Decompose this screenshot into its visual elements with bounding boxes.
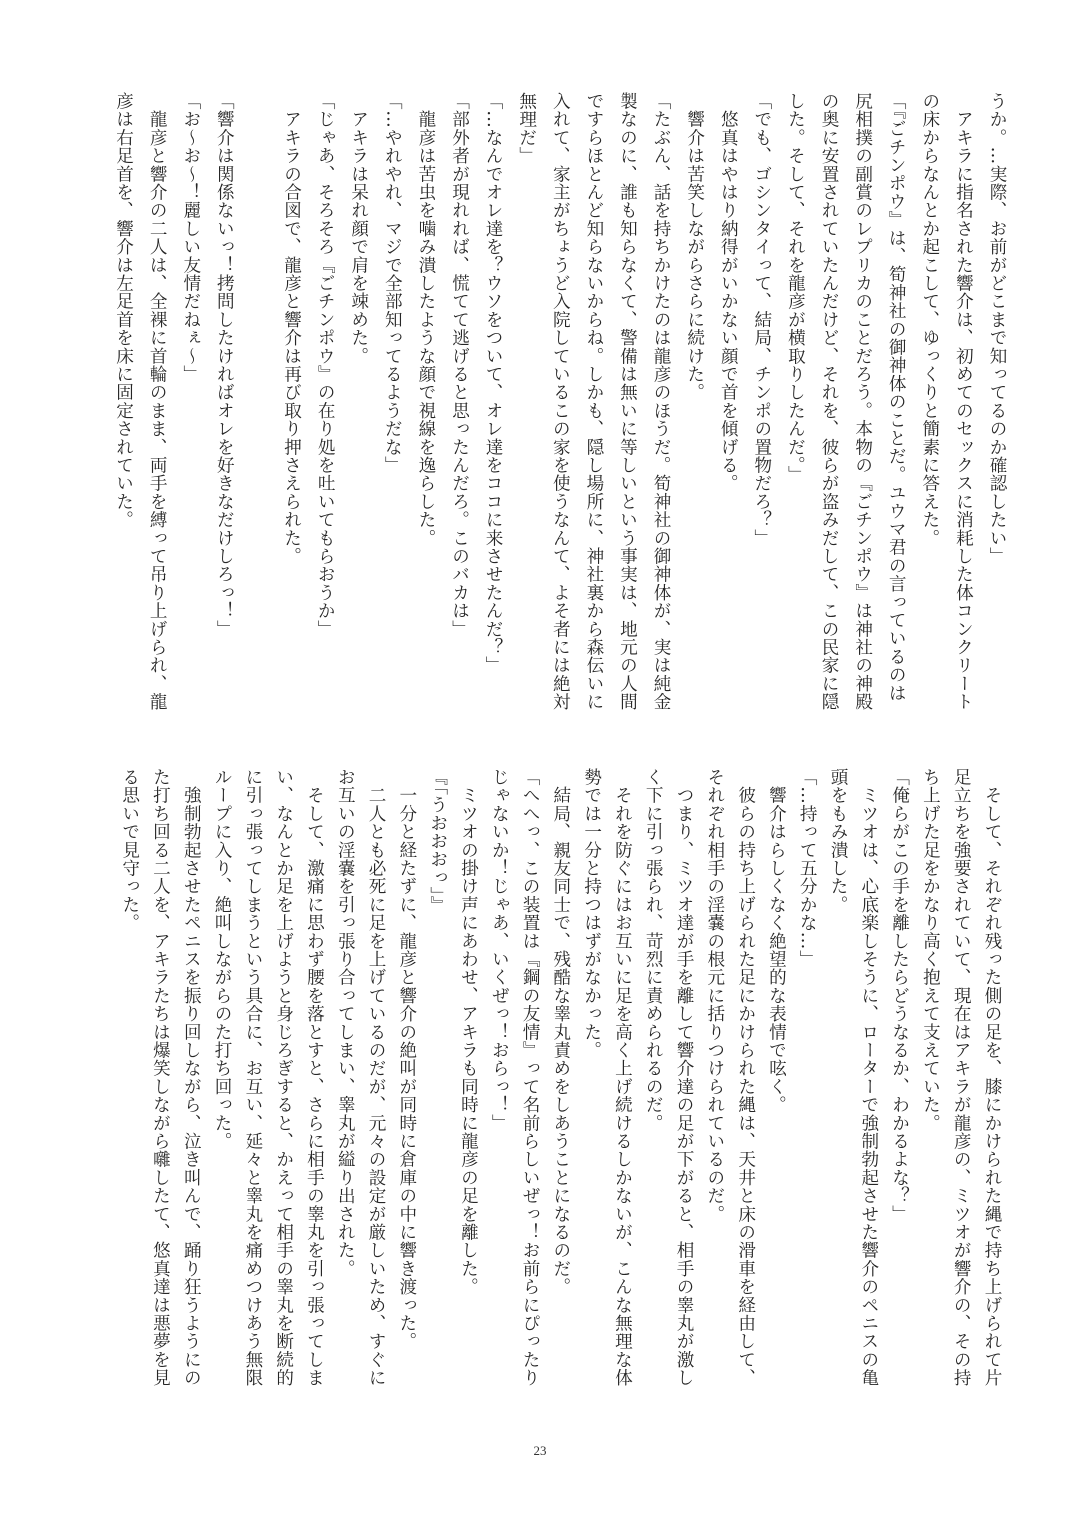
text-column: 悠真はやはり納得がいかない顔で首を傾げる。 xyxy=(718,92,739,493)
text-column: に引っ張ってしまうという具合に、お互い、延々と睾丸を痛めつけあう無限 xyxy=(242,768,263,1387)
text-column: そして、それぞれ残った側の足を、膝にかけられた縄で持ち上げられて片 xyxy=(982,768,1002,1387)
text-column: 「じゃあ、そろそろ『ごチンポウ』の在り処を吐いてもらおうか」 xyxy=(315,92,336,638)
text-column: つまり、ミツオ達が手を離して響介達の足が下がると、相手の睾丸が激し xyxy=(674,768,695,1387)
text-column: 龍彦は苦虫を噛み潰したような顔で視線を逸らした。 xyxy=(415,92,436,547)
text-column: 強制勃起させたペニスを振り回しながら、泣き叫んで、踊り狂うようにの xyxy=(181,768,202,1387)
text-column: の奥に安置されていたんだけど、それを、彼らが盗みだして、この民家に隠 xyxy=(819,92,840,711)
text-column: それを防ぐにはお互いに足を高く上げ続けるしかないが、こんな無理な体 xyxy=(612,768,633,1387)
lower-text-block xyxy=(107,768,1000,1398)
text-column: 二人とも必死に足を上げているのだが、元々の設定が厳しいため、すぐに xyxy=(366,768,387,1387)
text-column: うか。…実際、お前がどこまで知ってるのか確認したい」 xyxy=(987,92,1007,566)
text-column: ち上げた足をかなり高く抱えて支えていた。 xyxy=(920,768,941,1132)
text-column: 製なのに、誰も知らなくて、警備は無いに等しいという事実は、地元の人間 xyxy=(617,92,638,711)
text-column: 龍彦と響介の二人は、全裸に首輪のまま、両手を縛って吊り上げられ、龍 xyxy=(147,92,168,711)
text-column: た打ち回る二人を、アキラたちは爆笑しながら囃したて、悠真達は悪夢を見 xyxy=(150,768,171,1387)
text-column: 「たぶん、話を持ちかけたのは龍彦のほうだ。筍神社の御神体が、実は純金 xyxy=(651,92,672,711)
text-column: 尻相撲の副賞のレプリカのことだろう。本物の『ごチンポウ』は神社の神殿 xyxy=(852,92,873,711)
text-column: 「お～お～！麗しい友情だねぇ～」 xyxy=(180,92,201,384)
text-column: 響介は苦笑しながらさらに続けた。 xyxy=(684,92,705,402)
text-column: 入れて、家主がちょうど入院しているこの家を使うなんて、よそ者には絶対 xyxy=(550,92,571,711)
text-column: 「『ごチンポウ』は、筍神社の御神体のことだ。ユウマ君の言っているのは xyxy=(886,92,907,702)
text-column: ループに入り、絶叫しながらのた打ち回った。 xyxy=(212,768,233,1151)
text-column: 足立ちを強要されていて、現在はアキラが龍彦の、ミツオが響介の、その持 xyxy=(951,768,972,1387)
text-column: 彦は右足首を、響介は左足首を床に固定されていた。 xyxy=(113,92,134,529)
text-column: アキラの合図で、龍彦と響介は再び取り押さえられた。 xyxy=(281,92,302,566)
page-number: 23 xyxy=(533,1443,547,1458)
text-column: じゃないか！じゃあ、いくぜっ！おらっ！」 xyxy=(489,768,510,1132)
text-column: く下に引っ張られ、苛烈に責められるのだ。 xyxy=(643,768,664,1132)
text-column: 一分と経たずに、龍彦と響介の絶叫が同時に倉庫の中に響き渡った。 xyxy=(396,768,417,1351)
text-column: 「…なんでオレ達を？ウソをついて、オレ達をココに来させたんだ？」 xyxy=(483,92,504,675)
text-column: 「へへっ、この装置は『鋼の友情』って名前らしいぜっ！お前らにぴったり xyxy=(520,768,541,1387)
text-column: 勢では一分と持つはずがなかった。 xyxy=(581,768,602,1060)
text-column: 頭をもみ潰した。 xyxy=(828,768,849,914)
upper-text-block xyxy=(98,92,1005,722)
text-column: 結局、親友同士で、残酷な睾丸責めをしあうことになるのだ。 xyxy=(550,768,571,1296)
text-column: ミツオは、心底楽しそうに、ローターで強制勃起させた響介のペニスの亀 xyxy=(858,768,879,1387)
text-column: お互いの淫嚢を引っ張り合ってしまい、睾丸が縊り出された。 xyxy=(335,768,356,1278)
text-column: 「俺らがこの手を離したらどうなるか、わかるよな？」 xyxy=(889,768,910,1223)
text-column: 「…持って五分かな…」 xyxy=(797,768,818,969)
text-column: ミツオの掛け声にあわせ、アキラも同時に龍彦の足を離した。 xyxy=(458,768,479,1296)
text-column: 響介はらしくなく絶望的な表情で呟く。 xyxy=(766,768,787,1114)
text-column: 無理だ」 xyxy=(516,92,537,165)
text-column: アキラに指名された響介は、初めてのセックスに消耗した体コンクリート xyxy=(953,92,974,711)
text-column: 彼らの持ち上げられた足にかけられた縄は、天井と床の滑車を経由して、 xyxy=(735,768,756,1387)
text-column: した。そして、それを龍彦が横取りしたんだ。」 xyxy=(785,92,806,484)
text-column: そして、激痛に思わず腰を落とすと、さらに相手の睾丸を引っ張ってしま xyxy=(304,768,325,1387)
text-column: 「でも、ゴシンタイって、結局、チンポの置物だろ？」 xyxy=(751,92,772,547)
text-column: る思いで見守った。 xyxy=(119,768,140,932)
text-column: ですらほとんど知らないからね。しかも、隠し場所に、神社裏から森伝いに xyxy=(583,92,604,711)
text-column: それぞれ相手の淫嚢の根元に括りつけられているのだ。 xyxy=(704,768,725,1223)
text-column: 「…やれやれ、マジで全部知ってるようだな」 xyxy=(382,92,403,475)
text-column: 「部外者が現れれば、慌てて逃げると思ったんだろ。このバカは」 xyxy=(449,92,470,638)
text-column: 「響介は関係ないっ！拷問したければオレを好きなだけしろっ！」 xyxy=(214,92,235,638)
text-column: アキラは呆れ顔で肩を竦めた。 xyxy=(348,92,369,365)
text-column xyxy=(232,92,266,722)
text-column: の床からなんとか起こして、ゆっくりと簡素に答えた。 xyxy=(919,92,940,547)
text-column: 『「うおおおっ」』 xyxy=(427,768,448,915)
text-column: い、なんとか足を上げようと身じろぎすると、かえって相手の睾丸を断続的 xyxy=(273,768,294,1387)
